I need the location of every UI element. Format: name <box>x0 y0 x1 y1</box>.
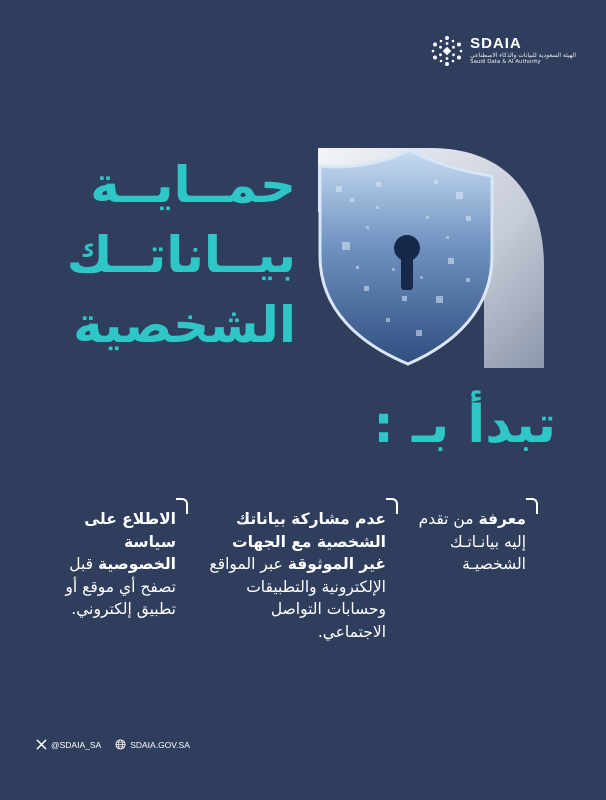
tip-1-text: من تقدم إليه بيانـاتـك الشخصيـة <box>418 510 526 573</box>
logo-name: SDAIA <box>470 35 522 52</box>
twitter-handle[interactable] <box>36 739 101 750</box>
x-twitter-icon <box>36 739 47 750</box>
shield-keyhole-illustration <box>316 146 546 370</box>
website-link-text: SDAIA.GOV.SA <box>130 739 190 750</box>
corner-bracket-icon <box>176 498 188 514</box>
tip-1-bold: معرفة <box>478 510 526 528</box>
title-line-2: بيــاناتــك <box>66 226 296 284</box>
logo-english-subtitle: Saudi Data & AI Authority <box>470 59 541 65</box>
tip-2-text: عبر المواقع الإلكترونية والتطبيقات وحسابات التواصل الاجتماعي. <box>209 555 386 641</box>
tip-3-bold: الاطلاع على سياسة الخصوصية <box>84 510 176 573</box>
starts-with-heading: تبدأ بـ : <box>373 395 556 455</box>
logo-arabic-subtitle: الهيئة السعودية للبيانات والذكاء الاصطناعي <box>470 52 576 59</box>
page-title <box>16 150 296 360</box>
tip-column-1 <box>410 508 526 576</box>
twitter-handle-text: @SDAIA_SA <box>51 739 102 750</box>
website-link[interactable] <box>115 739 190 750</box>
corner-bracket-icon <box>526 498 538 514</box>
tip-3-text: قبل تصفح أي موقع أو تطبيق إلكتروني. <box>65 555 176 618</box>
tip-column-2 <box>206 508 386 643</box>
sdaia-logo <box>430 34 576 68</box>
title-line-1: حمــايــة <box>90 156 296 214</box>
sdaia-logo-mark-icon <box>430 34 464 68</box>
corner-bracket-icon <box>386 498 398 514</box>
tip-2-bold: عدم مشاركة بياناتك الشخصية مع الجهات غير الموثوقة <box>232 510 386 573</box>
globe-icon <box>115 739 126 750</box>
tip-column-3 <box>46 508 176 621</box>
footer <box>36 739 190 750</box>
title-line-3: الشخصية <box>73 296 296 354</box>
